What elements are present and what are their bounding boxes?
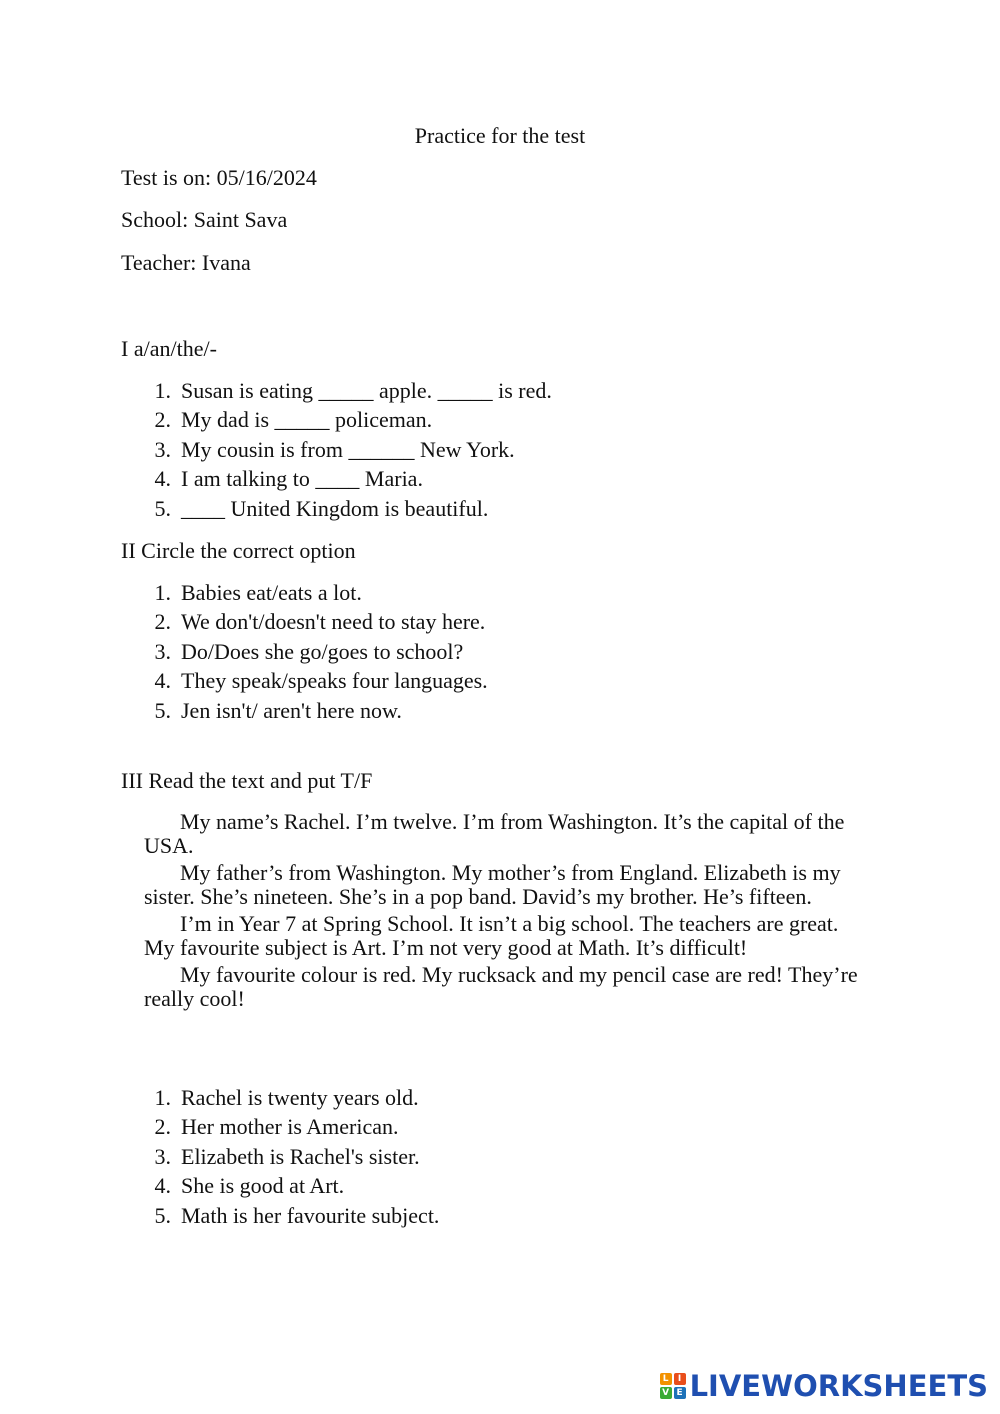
item-number: 5. <box>154 1202 171 1228</box>
item-number: 4. <box>154 668 171 694</box>
section-1-heading: I a/an/the/- <box>121 336 217 361</box>
item-text: Jen isn't/ aren't here now. <box>181 697 402 723</box>
list-item <box>120 1143 439 1172</box>
liveworksheets-logo <box>660 1366 988 1406</box>
section-2-list <box>120 579 488 726</box>
logo-mark-icon <box>660 1373 686 1399</box>
teacher-line: Teacher: Ivana <box>121 250 251 275</box>
list-item <box>120 667 488 696</box>
list-item <box>120 697 488 726</box>
item-text: She is good at Art. <box>181 1173 345 1199</box>
list-item <box>120 608 488 637</box>
reading-paragraph: My favourite colour is red. My rucksack and my pencil case are red! They’re really cool! <box>144 962 858 1011</box>
item-text: Her mother is American. <box>181 1114 399 1140</box>
logo-text: LIVEWORKSHEETS <box>689 1369 988 1403</box>
item-number: 1. <box>154 378 171 403</box>
list-item <box>120 579 488 608</box>
list-item <box>120 495 552 524</box>
item-number: 2. <box>154 1114 171 1140</box>
list-item <box>120 1172 439 1201</box>
item-text: Math is her favourite subject. <box>181 1202 440 1228</box>
item-text: My cousin is from ______ New York. <box>181 436 515 462</box>
section-2-heading: II Circle the correct option <box>121 538 356 563</box>
item-text: They speak/speaks four languages. <box>181 668 488 694</box>
item-text: ____ United Kingdom is beautiful. <box>181 495 489 521</box>
section-3-list <box>120 1084 439 1231</box>
list-item <box>120 1202 439 1231</box>
list-item <box>120 1113 439 1142</box>
logo-square: I <box>674 1373 686 1385</box>
list-item <box>120 377 552 406</box>
reading-text <box>144 810 874 1014</box>
item-text: Susan is eating _____ apple. _____ is red. <box>181 378 552 403</box>
item-text: Rachel is twenty years old. <box>181 1085 419 1110</box>
reading-paragraph: My name’s Rachel. I’m twelve. I’m from Washington. It’s the capital of the USA. <box>144 809 845 858</box>
item-text: I am talking to ____ Maria. <box>181 466 423 492</box>
test-date-line: Test is on: 05/16/2024 <box>121 165 317 190</box>
item-number: 5. <box>154 697 171 723</box>
item-number: 3. <box>154 436 171 462</box>
section-1-list <box>120 377 552 524</box>
list-item <box>120 406 552 435</box>
reading-paragraph: I’m in Year 7 at Spring School. It isn’t a big school. The teachers are great. My favourite subject is Art. I’m not very good at Math. It’s difficult! <box>144 911 839 960</box>
list-item <box>120 638 488 667</box>
list-item <box>120 436 552 465</box>
item-number: 3. <box>154 1143 171 1169</box>
logo-square: V <box>660 1387 672 1399</box>
item-number: 1. <box>154 1085 171 1110</box>
logo-square: L <box>660 1373 672 1385</box>
item-text: Do/Does she go/goes to school? <box>181 638 464 664</box>
item-number: 5. <box>154 495 171 521</box>
list-item <box>120 465 552 494</box>
item-number: 3. <box>154 638 171 664</box>
item-text: We don't/doesn't need to stay here. <box>181 609 486 635</box>
item-text: My dad is _____ policeman. <box>181 407 433 433</box>
list-item <box>120 1084 439 1113</box>
section-3-heading: III Read the text and put T/F <box>121 768 373 793</box>
item-number: 4. <box>154 1173 171 1199</box>
item-text: Elizabeth is Rachel's sister. <box>181 1143 420 1169</box>
item-number: 1. <box>154 580 171 605</box>
item-number: 4. <box>154 466 171 492</box>
item-text: Babies eat/eats a lot. <box>181 580 362 605</box>
logo-square: E <box>674 1387 686 1399</box>
page-title: Practice for the test <box>414 123 586 148</box>
item-number: 2. <box>154 407 171 433</box>
item-number: 2. <box>154 609 171 635</box>
reading-paragraph: My father’s from Washington. My mother’s from England. Elizabeth is my sister. She’s nineteen. She’s in a pop band. David’s my brother. He’s fifteen. <box>144 860 841 909</box>
school-line: School: Saint Sava <box>121 207 288 232</box>
